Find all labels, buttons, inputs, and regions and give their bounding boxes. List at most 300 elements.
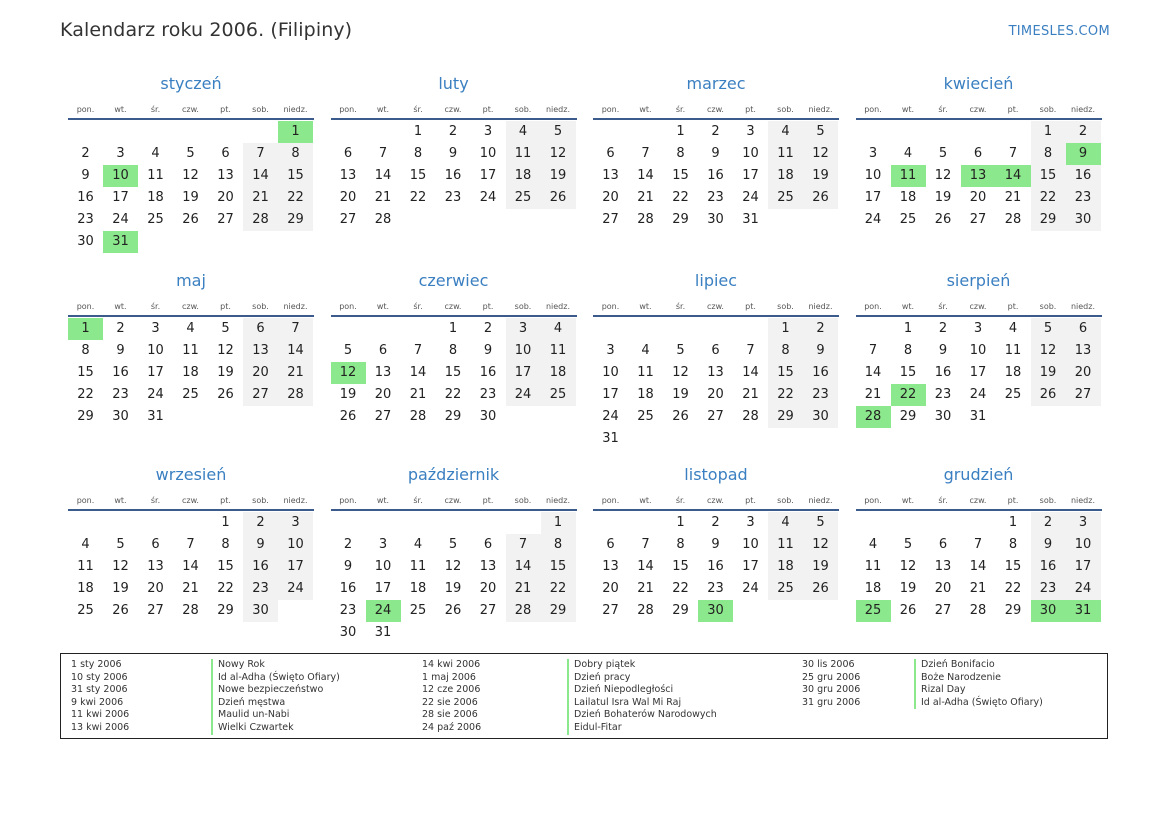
weekend-day-cell: 25 <box>541 384 576 406</box>
brand-logo[interactable]: TIMESLES.COM <box>1008 24 1110 39</box>
weekend-day-cell: 19 <box>541 165 576 187</box>
weekend-day-cell: 25 <box>768 187 803 209</box>
weekday-label: śr. <box>938 496 948 505</box>
weekend-day-cell: 1 <box>1031 121 1066 143</box>
weekend-day-cell: 22 <box>768 384 803 406</box>
day-cell: 3 <box>868 146 878 161</box>
day-cell: 5 <box>186 146 195 161</box>
weekend-day-cell: 29 <box>278 209 313 231</box>
weekday-label: sob. <box>252 302 269 311</box>
header-divider <box>856 509 1102 511</box>
weekday-label: pon. <box>601 496 620 505</box>
legend-date: 25 gru 2006 <box>802 671 861 683</box>
day-cell: 9 <box>343 559 353 574</box>
weekday-label: pon. <box>864 302 882 311</box>
legend-holiday-name: Dzień męstwa <box>211 697 340 710</box>
day-cell: 6 <box>973 146 983 161</box>
weekend-day-cell: 28 <box>243 209 278 231</box>
weekend-day-cell: 7 <box>243 143 278 165</box>
day-cell: 20 <box>217 190 234 205</box>
day-cell: 21 <box>637 190 654 205</box>
day-cell: 28 <box>742 409 759 424</box>
weekend-day-cell: 30 <box>1066 209 1101 231</box>
weekday-label: pon. <box>601 105 620 114</box>
day-cell: 23 <box>112 387 129 402</box>
weekend-day-cell: 12 <box>541 143 576 165</box>
legend-date: 1 sty 2006 <box>71 659 122 670</box>
weekend-day-cell: 3 <box>506 318 541 340</box>
day-cell: 2 <box>483 321 493 336</box>
day-cell: 1 <box>413 124 423 139</box>
day-cell: 4 <box>868 537 878 552</box>
day-cell: 19 <box>934 190 952 205</box>
day-cell: 4 <box>413 537 423 552</box>
legend-holiday-name: Wielki Czwartek <box>211 722 340 735</box>
weekend-day-cell: 4 <box>768 512 803 534</box>
day-cell: 5 <box>676 343 685 358</box>
day-cell: 27 <box>969 212 987 227</box>
day-cell: 29 <box>1004 603 1022 618</box>
month-name: maj <box>176 271 206 290</box>
holiday-day-cell: 30 <box>698 600 733 622</box>
weekend-day-cell: 5 <box>1031 318 1066 340</box>
month-name: kwiecień <box>943 74 1014 93</box>
weekday-label: sob. <box>777 302 794 311</box>
day-cell: 1 <box>676 515 685 530</box>
weekend-day-cell: 2 <box>1031 512 1066 534</box>
weekday-label: wt. <box>901 302 915 311</box>
weekday-label: wt. <box>639 496 652 505</box>
header-divider <box>593 118 839 120</box>
weekday-label: śr. <box>675 496 686 505</box>
day-cell: 4 <box>186 321 195 336</box>
day-cell: 14 <box>637 168 654 183</box>
weekend-day-cell: 1 <box>768 318 803 340</box>
day-cell: 6 <box>378 343 388 358</box>
day-cell: 24 <box>864 212 882 227</box>
weekend-day-cell: 21 <box>243 187 278 209</box>
day-cell: 10 <box>969 343 987 358</box>
day-cell: 13 <box>374 365 392 380</box>
legend-date: 12 cze 2006 <box>422 684 481 696</box>
weekday-label: śr. <box>938 302 948 311</box>
weekend-day-cell: 8 <box>768 340 803 362</box>
day-cell: 28 <box>969 603 987 618</box>
weekday-label: pon. <box>76 105 95 114</box>
day-cell: 3 <box>116 146 125 161</box>
day-cell: 9 <box>711 537 720 552</box>
weekend-day-cell: 2 <box>803 318 838 340</box>
day-cell: 17 <box>112 190 129 205</box>
days-grid <box>68 318 314 450</box>
day-cell: 18 <box>77 581 94 596</box>
weekend-day-cell: 16 <box>1031 556 1066 578</box>
day-cell: 14 <box>864 365 882 380</box>
day-cell: 18 <box>637 387 654 402</box>
day-cell: 25 <box>637 409 654 424</box>
weekend-day-cell: 6 <box>1066 318 1101 340</box>
weekend-day-cell: 14 <box>506 556 541 578</box>
holiday-day-cell: 13 <box>961 165 996 187</box>
weekday-label: wt. <box>901 105 915 114</box>
weekend-day-cell: 21 <box>278 362 313 384</box>
weekday-label: wt. <box>376 302 390 311</box>
legend-names-column <box>211 659 340 735</box>
weekend-day-cell: 8 <box>541 534 576 556</box>
weekend-day-cell: 24 <box>506 384 541 406</box>
month-name: grudzień <box>943 465 1014 484</box>
weekday-label: śr. <box>413 302 423 311</box>
days-grid <box>331 318 577 450</box>
weekend-day-cell: 23 <box>1031 578 1066 600</box>
days-grid <box>593 121 839 253</box>
day-cell: 18 <box>147 190 164 205</box>
weekday-header <box>856 103 1102 116</box>
weekday-label: wt. <box>376 105 390 114</box>
day-cell: 20 <box>479 581 497 596</box>
holiday-day-cell: 12 <box>331 362 366 384</box>
weekend-day-cell: 26 <box>803 578 838 600</box>
day-cell: 3 <box>746 515 755 530</box>
day-cell: 17 <box>479 168 497 183</box>
weekend-day-cell: 22 <box>541 578 576 600</box>
holiday-day-cell: 30 <box>1031 600 1066 622</box>
weekday-label: niedz. <box>808 496 833 505</box>
legend-date: 13 kwi 2006 <box>71 721 130 733</box>
day-cell: 24 <box>742 190 759 205</box>
weekend-day-cell: 14 <box>243 165 278 187</box>
day-cell: 22 <box>77 387 94 402</box>
day-cell: 13 <box>147 559 164 574</box>
weekday-label: pon. <box>339 105 357 114</box>
day-cell: 12 <box>182 168 199 183</box>
day-cell: 17 <box>969 365 987 380</box>
day-cell: 6 <box>606 146 615 161</box>
weekday-label: czw. <box>969 496 987 505</box>
day-cell: 10 <box>602 365 619 380</box>
weekend-day-cell: 4 <box>541 318 576 340</box>
legend-date: 1 maj 2006 <box>422 671 476 683</box>
day-cell: 30 <box>934 409 952 424</box>
day-cell: 16 <box>339 581 357 596</box>
day-cell: 14 <box>742 365 759 380</box>
weekday-label: niedz. <box>1070 496 1096 505</box>
day-cell: 30 <box>112 409 129 424</box>
day-cell: 14 <box>374 168 392 183</box>
day-cell: 17 <box>864 190 882 205</box>
weekend-day-cell: 19 <box>803 165 838 187</box>
weekday-label: czw. <box>707 496 724 505</box>
months-grid <box>68 73 1102 648</box>
day-cell: 13 <box>602 168 619 183</box>
weekday-label: sob. <box>1039 105 1057 114</box>
day-cell: 25 <box>182 387 199 402</box>
day-cell: 1 <box>221 515 230 530</box>
weekday-label: pt. <box>220 496 231 505</box>
day-cell: 13 <box>602 559 619 574</box>
weekday-label: pt. <box>1007 302 1019 311</box>
day-cell: 11 <box>77 559 94 574</box>
weekend-day-cell: 12 <box>803 534 838 556</box>
weekend-day-cell: 5 <box>803 512 838 534</box>
weekend-day-cell: 7 <box>506 534 541 556</box>
day-cell: 3 <box>151 321 160 336</box>
weekend-day-cell: 3 <box>278 512 313 534</box>
day-cell: 26 <box>934 212 952 227</box>
days-grid <box>331 121 577 253</box>
weekday-label: czw. <box>444 496 462 505</box>
day-cell: 24 <box>112 212 129 227</box>
day-cell: 18 <box>899 190 917 205</box>
legend-holiday-name: Nowe bezpieczeństwo <box>211 684 340 697</box>
day-cell: 21 <box>864 387 882 402</box>
weekend-day-cell: 23 <box>803 384 838 406</box>
weekend-day-cell: 15 <box>768 362 803 384</box>
day-cell: 30 <box>339 625 357 640</box>
day-cell: 7 <box>413 343 423 358</box>
day-cell: 13 <box>339 168 357 183</box>
weekday-label: sob. <box>514 496 532 505</box>
legend-holiday-name: Id al-Adha (Święto Ofiary) <box>211 672 340 685</box>
weekend-day-cell: 19 <box>803 556 838 578</box>
day-cell: 28 <box>1004 212 1022 227</box>
day-cell: 22 <box>672 190 689 205</box>
day-cell: 25 <box>1004 387 1022 402</box>
weekend-day-cell: 6 <box>243 318 278 340</box>
weekday-header <box>856 494 1102 507</box>
day-cell: 21 <box>182 581 199 596</box>
weekend-day-cell: 17 <box>506 362 541 384</box>
weekday-label: pon. <box>864 105 882 114</box>
day-cell: 4 <box>903 146 913 161</box>
day-cell: 2 <box>711 124 720 139</box>
legend-date: 24 paź 2006 <box>422 721 482 733</box>
day-cell: 31 <box>147 409 164 424</box>
day-cell: 5 <box>343 343 353 358</box>
day-cell: 9 <box>483 343 493 358</box>
legend-date: 9 kwi 2006 <box>71 696 124 708</box>
month-name: marzec <box>686 74 746 93</box>
day-cell: 2 <box>116 321 125 336</box>
day-cell: 21 <box>374 190 392 205</box>
weekend-day-cell: 14 <box>278 340 313 362</box>
weekend-day-cell: 16 <box>803 362 838 384</box>
day-cell: 14 <box>409 365 427 380</box>
day-cell: 11 <box>147 168 164 183</box>
weekend-day-cell: 18 <box>768 556 803 578</box>
holiday-day-cell: 24 <box>366 600 401 622</box>
day-cell: 23 <box>934 387 952 402</box>
weekday-label: pt. <box>220 302 231 311</box>
month-name: luty <box>438 74 469 93</box>
legend-holiday-name: Dzień Bonifacio <box>914 659 1043 672</box>
day-cell: 26 <box>339 409 357 424</box>
weekday-label: wt. <box>114 496 127 505</box>
legend-dates-column <box>422 659 481 735</box>
legend-holiday-name: Dzień pracy <box>567 672 717 685</box>
day-cell: 15 <box>672 559 689 574</box>
weekend-day-cell: 23 <box>243 578 278 600</box>
day-cell: 5 <box>938 146 948 161</box>
day-cell: 7 <box>1008 146 1018 161</box>
day-cell: 20 <box>707 387 724 402</box>
weekend-day-cell: 27 <box>1066 384 1101 406</box>
day-cell: 16 <box>707 559 724 574</box>
day-cell: 7 <box>378 146 388 161</box>
day-cell: 30 <box>479 409 497 424</box>
day-cell: 4 <box>641 343 650 358</box>
weekday-label: pt. <box>745 496 756 505</box>
day-cell: 26 <box>182 212 199 227</box>
day-cell: 2 <box>711 515 720 530</box>
holiday-day-cell: 28 <box>856 406 891 428</box>
page-title: Kalendarz roku 2006. (Filipiny) <box>60 19 353 41</box>
weekend-day-cell: 30 <box>243 600 278 622</box>
day-cell: 16 <box>934 365 952 380</box>
holiday-day-cell: 1 <box>278 121 313 143</box>
day-cell: 25 <box>899 212 917 227</box>
weekday-label: pon. <box>339 302 357 311</box>
weekend-day-cell: 7 <box>278 318 313 340</box>
day-cell: 15 <box>899 365 917 380</box>
holiday-day-cell: 1 <box>68 318 103 340</box>
weekday-label: wt. <box>901 496 915 505</box>
weekend-day-cell: 25 <box>768 578 803 600</box>
legend-holiday-name: Rizal Day <box>914 684 1043 697</box>
day-cell: 27 <box>217 212 234 227</box>
weekday-label: pon. <box>76 302 95 311</box>
legend-date: 14 kwi 2006 <box>422 659 481 670</box>
day-cell: 6 <box>221 146 230 161</box>
weekend-day-cell: 11 <box>768 534 803 556</box>
legend-dates-column <box>71 659 129 735</box>
legend-date: 10 sty 2006 <box>71 671 128 683</box>
day-cell: 24 <box>969 387 987 402</box>
day-cell: 6 <box>483 537 493 552</box>
holiday-day-cell: 22 <box>891 384 926 406</box>
month-name: sierpień <box>946 271 1011 290</box>
day-cell: 9 <box>938 343 948 358</box>
day-cell: 29 <box>672 212 689 227</box>
weekend-day-cell: 15 <box>1031 165 1066 187</box>
weekend-day-cell: 18 <box>506 165 541 187</box>
weekday-label: pon. <box>864 496 882 505</box>
weekend-day-cell: 9 <box>1031 534 1066 556</box>
day-cell: 28 <box>182 603 199 618</box>
day-cell: 30 <box>77 234 94 249</box>
weekday-label: czw. <box>182 496 199 505</box>
legend-date: 30 gru 2006 <box>802 684 861 696</box>
weekday-label: czw. <box>444 302 462 311</box>
weekend-day-cell: 29 <box>541 600 576 622</box>
day-cell: 17 <box>602 387 619 402</box>
weekend-day-cell: 18 <box>541 362 576 384</box>
day-cell: 28 <box>409 409 427 424</box>
weekend-day-cell: 24 <box>1066 578 1101 600</box>
weekday-label: wt. <box>376 496 390 505</box>
holiday-day-cell: 11 <box>891 165 926 187</box>
weekend-day-cell: 18 <box>768 165 803 187</box>
weekend-day-cell: 5 <box>541 121 576 143</box>
day-cell: 28 <box>637 212 654 227</box>
weekend-day-cell: 16 <box>1066 165 1101 187</box>
weekend-day-cell: 28 <box>278 384 313 406</box>
weekday-label: pt. <box>482 105 494 114</box>
weekday-label: wt. <box>639 302 652 311</box>
day-cell: 18 <box>182 365 199 380</box>
day-cell: 17 <box>742 559 759 574</box>
legend-holiday-name: Id al-Adha (Święto Ofiary) <box>914 697 1043 710</box>
day-cell: 7 <box>746 343 755 358</box>
day-cell: 2 <box>343 537 353 552</box>
weekday-label: śr. <box>675 302 686 311</box>
day-cell: 16 <box>77 190 94 205</box>
weekend-day-cell: 17 <box>1066 556 1101 578</box>
day-cell: 8 <box>1008 537 1018 552</box>
day-cell: 19 <box>899 581 917 596</box>
weekend-day-cell: 16 <box>243 556 278 578</box>
weekday-label: pt. <box>482 496 494 505</box>
day-cell: 22 <box>409 190 427 205</box>
day-cell: 14 <box>637 559 654 574</box>
day-cell: 3 <box>746 124 755 139</box>
legend-date: 31 sty 2006 <box>71 684 128 696</box>
legend-date: 31 gru 2006 <box>802 696 861 708</box>
day-cell: 24 <box>147 387 164 402</box>
weekend-day-cell: 20 <box>243 362 278 384</box>
weekday-label: czw. <box>969 105 987 114</box>
holiday-day-cell: 31 <box>103 231 138 253</box>
weekday-label: sob. <box>777 496 794 505</box>
weekend-day-cell: 2 <box>243 512 278 534</box>
day-cell: 12 <box>899 559 917 574</box>
day-cell: 16 <box>112 365 129 380</box>
day-cell: 8 <box>676 537 685 552</box>
header-divider <box>68 315 314 317</box>
days-grid <box>856 512 1102 644</box>
weekend-day-cell: 13 <box>243 340 278 362</box>
legend-dates-column <box>802 659 860 709</box>
day-cell: 14 <box>969 559 987 574</box>
weekday-label: pon. <box>339 496 357 505</box>
day-cell: 2 <box>81 146 90 161</box>
weekend-day-cell: 8 <box>278 143 313 165</box>
weekday-label: niedz. <box>283 105 308 114</box>
day-cell: 3 <box>378 537 388 552</box>
day-cell: 29 <box>899 409 917 424</box>
holiday-day-cell: 10 <box>103 165 138 187</box>
weekend-day-cell: 10 <box>278 534 313 556</box>
weekend-day-cell: 11 <box>768 143 803 165</box>
legend-holiday-name: Dzień Niepodległości <box>567 684 717 697</box>
day-cell: 27 <box>374 409 392 424</box>
day-cell: 7 <box>641 537 650 552</box>
day-cell: 23 <box>707 190 724 205</box>
day-cell: 31 <box>374 625 392 640</box>
legend-names-column <box>567 659 717 735</box>
weekday-label: czw. <box>969 302 987 311</box>
day-cell: 15 <box>444 365 462 380</box>
weekday-label: śr. <box>675 105 686 114</box>
weekday-label: śr. <box>413 496 423 505</box>
weekday-label: sob. <box>1039 302 1057 311</box>
weekend-day-cell: 1 <box>541 512 576 534</box>
day-cell: 26 <box>112 603 129 618</box>
day-cell: 29 <box>217 603 234 618</box>
weekday-label: sob. <box>514 105 532 114</box>
weekday-header <box>331 103 577 116</box>
weekend-day-cell: 4 <box>768 121 803 143</box>
